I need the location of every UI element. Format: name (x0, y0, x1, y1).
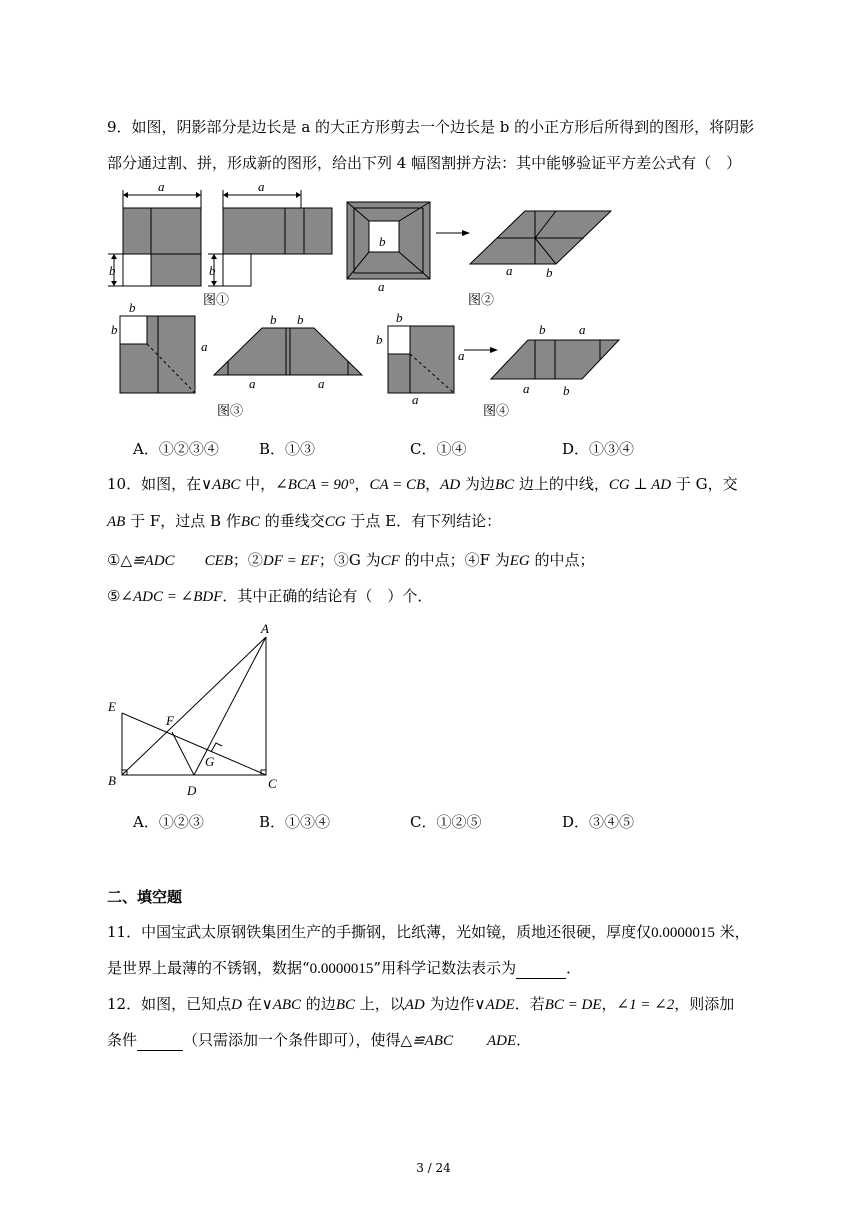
q10-option-b[interactable] (259, 812, 330, 832)
q10-math: △≌ADC (120, 553, 175, 569)
q12-text: 上，以 (354, 995, 405, 1013)
q10-math: AD (440, 477, 461, 493)
q10-text: 为边 (460, 475, 495, 493)
q12-line2 (107, 1030, 531, 1051)
q9-option-d[interactable] (562, 439, 634, 459)
fig4-label-b-top: b (396, 310, 403, 325)
q10-math: ∨ABC (201, 477, 241, 493)
q10-text: 的中点； (529, 551, 595, 569)
q12-text: ， (601, 995, 617, 1013)
q10-text: ；③G 为 (318, 551, 381, 569)
fig1-right-diagram (208, 190, 332, 286)
q10-text: 边上的中线， (514, 475, 609, 493)
q9-option-c[interactable] (410, 439, 467, 459)
q12-text: ．若 (514, 995, 545, 1013)
q10-text: ， (354, 475, 370, 493)
fig1-label-a: a (158, 180, 165, 194)
q10-label-b: B (108, 773, 116, 788)
fig3-caption: 图③ (217, 403, 244, 418)
fig3-label-b-left: b (111, 322, 118, 337)
fig3-label-b-top: b (129, 300, 136, 315)
q10-text: ．其中正确的结论有（ ）个． (222, 587, 433, 605)
q12-math: BC (335, 997, 355, 1013)
q10-line1 (107, 474, 738, 495)
q11-line1 (107, 922, 750, 943)
q10-text: 于 G，交 (671, 475, 738, 493)
option-letter: B． (259, 440, 286, 458)
q10-text: ；② (232, 551, 263, 569)
q10-math: ∠ADC = ∠BDF (120, 589, 223, 605)
fig2-frame-diagram (347, 202, 430, 279)
q12-text: 的边 (301, 995, 336, 1013)
q10-line4 (107, 586, 432, 607)
q9-option-a[interactable] (133, 439, 219, 459)
fig1-left-diagram (108, 190, 201, 286)
q11-number: 0.0000015 (651, 925, 715, 941)
fig1-right-label-b: b (209, 263, 216, 278)
fig2-para-label-a: a (506, 263, 513, 278)
q10-label-c: C (268, 776, 277, 791)
q12-math: BC = DE (544, 997, 602, 1013)
q11-text: ”用科学记数法表示为 (373, 959, 517, 977)
q10-text: ⑤ (107, 587, 121, 605)
fig4-para-label-b-bottom: b (563, 383, 570, 398)
option-text: ①③④ (285, 813, 331, 831)
fig3-trap-label-b2: b (297, 312, 304, 327)
option-text: ①②⑤ (436, 813, 482, 831)
fig4-para-label-a-top: a (579, 322, 586, 337)
q10-math: DF = EF (262, 553, 319, 569)
q11-answer-blank[interactable] (516, 958, 566, 979)
option-letter: C． (410, 440, 437, 458)
fig2-label-a: a (378, 279, 385, 294)
q9-option-b[interactable] (259, 439, 315, 459)
option-letter: D． (562, 813, 590, 831)
fig4-para-label-a-bottom: a (523, 381, 530, 396)
q12-text: （只需添加一个条件即可），使得 (183, 1031, 401, 1049)
fig1-caption: 图① (203, 292, 230, 307)
q10-text: ① (107, 551, 121, 569)
option-letter: A． (133, 440, 159, 458)
page-number: 3 / 24 (416, 1161, 451, 1175)
q11-number: 0.0000015 (309, 961, 374, 977)
q12-line1 (107, 994, 734, 1015)
q12-text: 在 (241, 995, 262, 1013)
option-text: ①③ (285, 440, 316, 458)
q10-text: 中， (240, 475, 276, 493)
q10-math: CA = CB (369, 477, 426, 493)
q11-text: 米， (714, 923, 750, 941)
fig4-square-diagram (388, 326, 454, 393)
q12-math: ADE (486, 1033, 517, 1049)
q12-text: ，则添加 (674, 995, 735, 1013)
q10-math: BC (240, 514, 261, 530)
q9-line1: 9．如图，阴影部分是边长是 a 的大正方形剪去一个边长是 b 的小正方形后所得到的图形，将阴影 (107, 118, 755, 136)
fig3-trap-label-b1: b (270, 312, 277, 327)
fig4-arrowhead (490, 347, 498, 353)
q10-text: 于 F，过点 B 作 (125, 512, 241, 530)
q10-text: ， (425, 475, 441, 493)
q12-math: ∠1 = ∠2 (616, 997, 675, 1013)
q9-line2: 部分通过割、拼，形成新的图形，给出下列 4 幅图割拼方法：其中能够验证平方差公式有（ ） (107, 154, 742, 172)
q10-math: CF (380, 553, 400, 569)
fig3-trap-label-a1: a (249, 376, 256, 391)
option-letter: C． (410, 813, 437, 831)
q12-text: 为边作 (424, 995, 475, 1013)
q10-text: 10．如图，在 (107, 475, 202, 493)
q10-line2 (107, 511, 501, 532)
option-letter: D． (562, 440, 590, 458)
q10-math: ∠BCA = 90° (275, 477, 355, 493)
q10-math: CG (324, 514, 346, 530)
option-text: ①②③④ (158, 440, 219, 458)
fig4-parallelogram-diagram (491, 340, 619, 379)
q10-option-d[interactable] (562, 812, 634, 832)
fig4-para-label-b-top: b (539, 322, 546, 337)
option-text: ①②③ (158, 813, 204, 831)
q10-label-e: E (108, 699, 116, 714)
fig2-para-label-b: b (546, 265, 553, 280)
q11-line2 (107, 958, 581, 979)
q10-line3 (107, 550, 595, 571)
q11-text: 是世界上最薄的不锈钢，数据“ (107, 959, 310, 977)
fig3-square-diagram (120, 316, 195, 393)
fig3-label-a: a (201, 339, 208, 354)
q12-text: ． (516, 1031, 532, 1049)
fig4-label-a-right: a (458, 348, 465, 363)
q10-text: 的中点；④F 为 (399, 551, 510, 569)
q10-label-g: G (205, 754, 215, 769)
q10-geometry-figure (0, 615, 867, 815)
fig2-parallelogram-diagram (470, 211, 611, 264)
fig2-arrowhead (462, 230, 470, 236)
fig2-caption: 图② (468, 292, 495, 307)
q10-math: CG ⊥ AD (608, 477, 672, 493)
fig4-label-b-left: b (376, 332, 383, 347)
fig2-label-b: b (379, 234, 386, 249)
fig4-label-a-bottom: a (412, 392, 419, 407)
q10-math: EG (509, 553, 530, 569)
q10-math: AB (107, 514, 126, 530)
fig3-trap-label-a2: a (318, 376, 325, 391)
q12-math: ∨ADE (474, 997, 515, 1013)
option-text: ①③④ (589, 440, 635, 458)
q12-math: D (231, 997, 242, 1013)
fig3-trapezoid-diagram (214, 328, 362, 375)
q11-text: ． (566, 959, 582, 977)
q10-math: CEB (204, 553, 233, 569)
fig4-caption: 图④ (483, 403, 510, 418)
q11-text: 11．中国宝武太原钢铁集团生产的手撕钢，比纸薄，光如镜，质地还很硬，厚度仅 (107, 923, 652, 941)
q10-math: BC (494, 477, 515, 493)
q10-label-d: D (187, 783, 197, 798)
option-text: ③④⑤ (589, 813, 635, 831)
section-heading: 二、填空题 (107, 888, 183, 906)
option-letter: A． (133, 813, 159, 831)
q10-label-a: A (261, 621, 269, 636)
q12-answer-blank[interactable] (137, 1030, 183, 1051)
q12-text: 12．如图，已知点 (107, 995, 232, 1013)
q10-option-c[interactable] (410, 812, 482, 832)
option-text: ①④ (436, 440, 467, 458)
q12-math: AD (404, 997, 425, 1013)
fig1-label-b: b (109, 263, 116, 278)
q10-text: 的垂线交 (260, 512, 325, 530)
q12-math: ∨ABC (261, 997, 302, 1013)
option-letter: B． (259, 813, 286, 831)
q10-option-a[interactable] (133, 812, 204, 832)
q12-text: 条件 (107, 1031, 138, 1049)
q12-math: △≌ABC (400, 1033, 453, 1049)
fig1-right-label-a: a (258, 180, 265, 194)
q10-label-f: F (166, 713, 174, 728)
q10-text: 于点 E．有下列结论： (345, 512, 502, 530)
